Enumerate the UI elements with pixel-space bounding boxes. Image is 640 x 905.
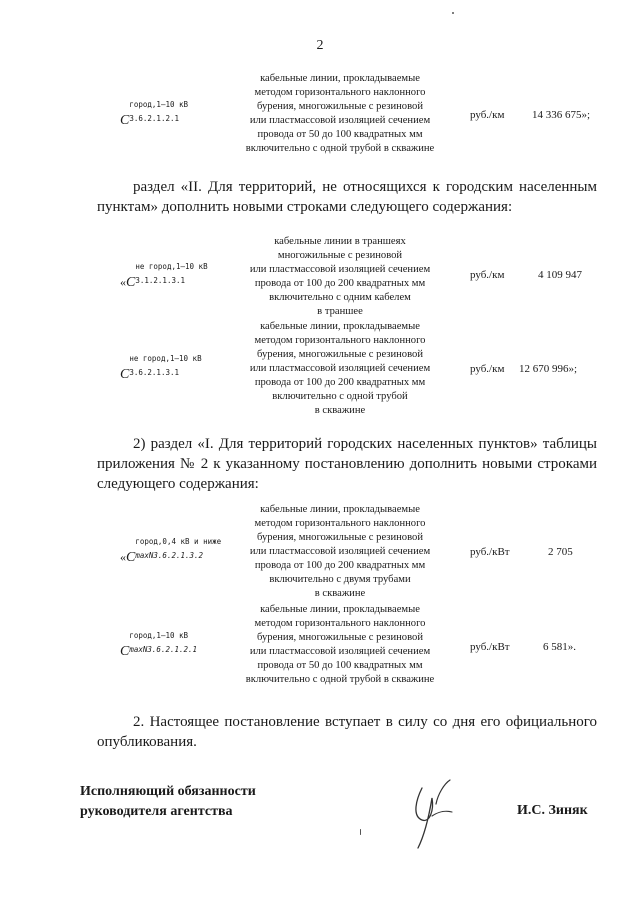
signatory-title: Исполняющий обязанности руководителя агентства — [80, 784, 256, 819]
row-unit: руб./кВт — [470, 546, 510, 558]
table-row — [100, 320, 600, 418]
page-number: 2 — [316, 38, 324, 53]
tariff-code: «C город,0,4 кВ и ниже maxN3.6.2.1.3.2 — [120, 537, 222, 565]
row-unit: руб./кВт — [470, 641, 510, 653]
row-description: кабельные линии, прокладываемые методом горизонтального наклонного бурения, многожильные с резиновой или пластмассовой изоляцией сечением провода от 50 до 100 квадратных мм включительно с одной трубой в скважине — [245, 604, 435, 685]
row-description: кабельные линии, прокладываемые методом горизонтального наклонного бурения, многожильные с резиновой или пластмассовой изоляцией сечением провода от 100 до 200 квадратных мм включительно с двумя трубами в скважине — [249, 504, 431, 599]
code-superscript: не город,1–10 кВ — [129, 354, 202, 363]
code-subscript: 3.6.2.1.2.1 — [129, 114, 180, 123]
tariff-code: C город,1–10 кВ maxN3.6.2.1.2.1 — [120, 631, 198, 659]
row-value: 12 670 996»; — [519, 363, 578, 375]
row-value: 2 705 — [548, 546, 573, 558]
scan-speck — [360, 829, 361, 835]
row-value: 14 336 675»; — [532, 109, 591, 121]
code-subscript: 3.6.2.1.3.1 — [129, 368, 180, 377]
paragraph-section-2: раздел «II. Для территорий, не относящихся к городским населенным пунктам» дополнить новыми строками следующего содержания: — [97, 179, 597, 215]
code-superscript: не город,1–10 кВ — [135, 262, 208, 271]
row-description: кабельные линии, прокладываемые методом горизонтального наклонного бурения, многожильные с резиновой или пластмассовой изоляцией сечением провода от 50 до 100 квадратных мм включительно с одной трубой в скважине — [245, 73, 435, 154]
paragraph-effective-date: 2. Настоящее постановление вступает в силу со дня его официального опубликования. — [97, 714, 597, 750]
table-row — [100, 603, 600, 687]
handwritten-signature — [392, 774, 472, 854]
row-description: кабельные линии, прокладываемые методом горизонтального наклонного бурения, многожильные с резиновой или пластмассовой изоляцией сечением провода от 100 до 200 квадратных мм включительно с одной трубой в скважине — [249, 321, 431, 416]
row-value: 6 581». — [543, 641, 576, 653]
code-superscript: город,0,4 кВ и ниже — [135, 537, 222, 546]
code-subscript: maxN3.6.2.1.2.1 — [129, 645, 198, 654]
row-unit: руб./км — [470, 363, 505, 375]
table-row — [100, 72, 600, 156]
code-subscript: 3.1.2.1.3.1 — [135, 276, 186, 285]
tariff-code: C не город,1–10 кВ 3.6.2.1.3.1 — [120, 354, 202, 382]
scan-speck — [452, 12, 454, 14]
tariff-code: «C не город,1–10 кВ 3.1.2.1.3.1 — [120, 262, 208, 290]
paragraph-item-2: 2) раздел «I. Для территорий городских населенных пунктов» таблицы приложения № 2 к указанному постановлению дополнить новыми строками следующего содержания: — [97, 436, 597, 492]
code-superscript: город,1–10 кВ — [129, 100, 189, 109]
tariff-code: C город,1–10 кВ 3.6.2.1.2.1 — [120, 100, 189, 128]
row-value: 4 109 947 — [538, 269, 582, 281]
table-row — [100, 235, 600, 319]
code-superscript: город,1–10 кВ — [129, 631, 189, 640]
table-row — [100, 503, 600, 601]
signatory-name: И.С. Зиняк — [517, 803, 588, 818]
row-unit: руб./км — [470, 269, 505, 281]
row-unit: руб./км — [470, 109, 505, 121]
code-subscript: maxN3.6.2.1.3.2 — [135, 551, 204, 560]
row-description: кабельные линии в траншеях многожильные с резиновой или пластмассовой изоляцией сечением провода от 100 до 200 квадратных мм включительно с одним кабелем в траншее — [249, 236, 431, 317]
